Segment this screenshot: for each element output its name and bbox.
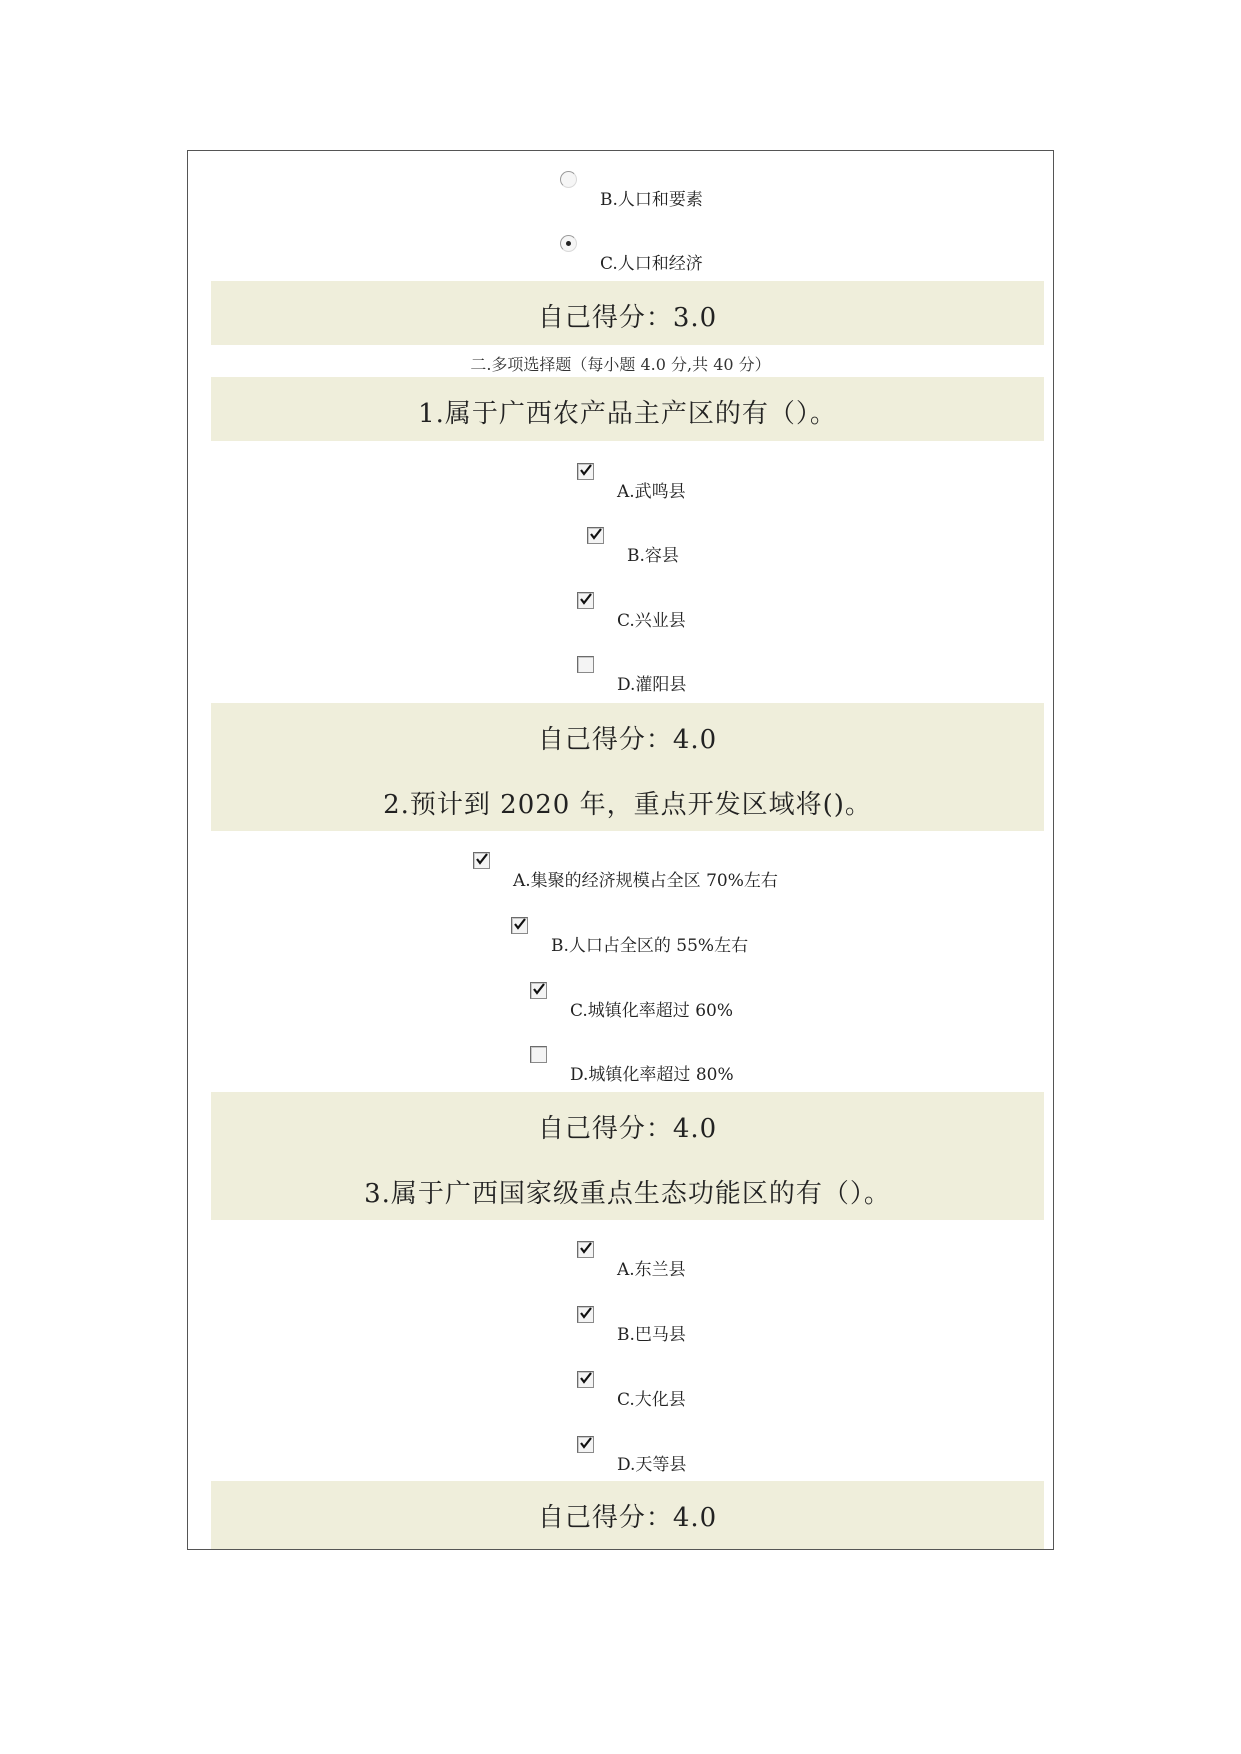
- option-label: C.人口和经济: [600, 254, 703, 274]
- quiz-frame: [187, 150, 1054, 1550]
- radio-button-selected[interactable]: [560, 235, 577, 252]
- question-title: 1.属于广西农产品主产区的有（）。: [418, 399, 837, 429]
- score-text: 自己得分：3.0: [537, 303, 718, 333]
- checkbox-checked[interactable]: [587, 527, 604, 544]
- option-label: A.东兰县: [617, 1260, 686, 1280]
- question-title: 2.预计到 2020 年，重点开发区域将()。: [383, 790, 872, 820]
- checkbox-checked[interactable]: [577, 1306, 594, 1323]
- score-band: [211, 1481, 1044, 1550]
- score-question-band: [211, 1092, 1044, 1220]
- score-band: [211, 281, 1044, 345]
- option-label: B.容县: [627, 546, 679, 566]
- score-text: 自己得分：4.0: [537, 725, 718, 755]
- checkbox-checked[interactable]: [577, 1241, 594, 1258]
- option-label: D.天等县: [617, 1455, 687, 1475]
- option-label: C.大化县: [617, 1390, 686, 1410]
- score-text: 自己得分：4.0: [537, 1114, 718, 1144]
- radio-button[interactable]: [560, 171, 577, 188]
- question-title: 3.属于广西国家级重点生态功能区的有（）。: [364, 1179, 891, 1209]
- checkbox-checked[interactable]: [473, 852, 490, 869]
- option-label: C.兴业县: [617, 611, 686, 631]
- section-title: 二.多项选择题（每小题 4.0 分,共 40 分）: [470, 355, 771, 374]
- option-label: B.人口和要素: [600, 190, 703, 210]
- checkbox-checked[interactable]: [577, 1371, 594, 1388]
- option-label: A.集聚的经济规模占全区 70%左右: [513, 871, 778, 891]
- checkbox-unchecked[interactable]: [530, 1046, 547, 1063]
- option-label: C.城镇化率超过 60%: [570, 1001, 733, 1021]
- checkbox-checked[interactable]: [577, 463, 594, 480]
- score-text: 自己得分：4.0: [537, 1503, 718, 1533]
- checkbox-checked[interactable]: [511, 917, 528, 934]
- checkbox-checked[interactable]: [530, 982, 547, 999]
- score-question-band: [211, 703, 1044, 831]
- checkbox-checked[interactable]: [577, 1436, 594, 1453]
- option-label: A.武鸣县: [617, 482, 686, 502]
- option-label: D.城镇化率超过 80%: [570, 1065, 734, 1085]
- question-band: [211, 377, 1044, 441]
- option-label: B.人口占全区的 55%左右: [551, 936, 749, 956]
- checkbox-unchecked[interactable]: [577, 656, 594, 673]
- checkbox-checked[interactable]: [577, 592, 594, 609]
- option-label: B.巴马县: [617, 1325, 686, 1345]
- option-label: D.灌阳县: [617, 675, 687, 695]
